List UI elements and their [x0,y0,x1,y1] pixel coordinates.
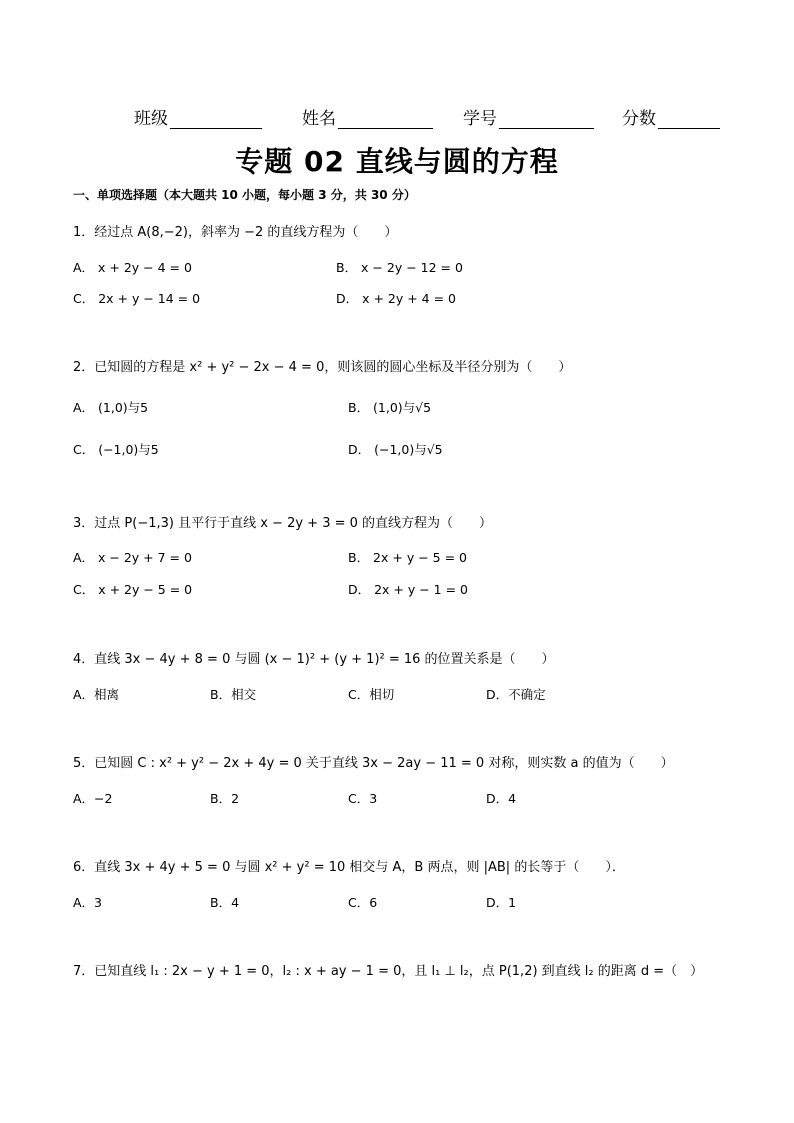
class-field [134,104,262,129]
question-6-option-d[interactable]: D．1 [486,895,517,910]
question-5-option-b[interactable]: B．2 [210,791,240,806]
question-1-stem: 1．经过点 A(8,−2)，斜率为 −2 的直线方程为（ ） [73,225,398,240]
question-6-option-c[interactable]: C．6 [348,895,378,910]
class-label: 班级 [134,109,168,129]
question-1-option-a[interactable]: A． x + 2y − 4 = 0 [73,260,192,275]
id-blank[interactable] [499,110,594,129]
question-3-option-a[interactable]: A． x − 2y + 7 = 0 [73,550,192,565]
question-7-stem: 7．已知直线 l₁ : 2x − y + 1 = 0，l₂ : x + ay − 1 = 0，且 l₁ ⊥ l₂，点 P(1,2) 到直线 l₂ 的距离 d =（ ） [73,964,704,979]
question-2-option-b[interactable]: B． (1,0)与√5 [348,400,432,415]
score-label: 分数 [622,109,656,129]
question-4-option-c[interactable]: C．相切 [348,687,395,702]
question-3-option-b[interactable]: B． 2x + y − 5 = 0 [348,550,467,565]
page-title: 专题 02 直线与圆的方程 [235,145,559,178]
question-2-stem: 2．已知圆的方程是 x² + y² − 2x − 4 = 0，则该圆的圆心坐标及半径分别为（ ） [73,360,572,375]
question-6-option-b[interactable]: B．4 [210,895,240,910]
question-5-option-a[interactable]: A．−2 [73,791,113,806]
question-4-option-b[interactable]: B．相交 [210,687,257,702]
id-label: 学号 [463,109,497,129]
question-3-stem: 3．过点 P(−1,3) 且平行于直线 x − 2y + 3 = 0 的直线方程为（ ） [73,516,493,531]
id-field [463,104,594,129]
name-label: 姓名 [302,109,336,129]
score-blank[interactable] [658,110,720,129]
class-blank[interactable] [170,110,262,129]
name-field [302,104,433,129]
question-4-option-d[interactable]: D．不确定 [486,687,546,702]
question-4-option-a[interactable]: A．相离 [73,687,120,702]
question-1-option-b[interactable]: B． x − 2y − 12 = 0 [336,260,463,275]
question-6-stem: 6．直线 3x + 4y + 5 = 0 与圆 x² + y² = 10 相交与 A，B 两点，则 |AB| 的长等于（ ）． [73,860,625,875]
question-5-option-c[interactable]: C．3 [348,791,378,806]
question-3-option-c[interactable]: C． x + 2y − 5 = 0 [73,582,193,597]
score-field [622,104,720,129]
question-1-option-d[interactable]: D． x + 2y + 4 = 0 [336,291,457,306]
question-5-option-d[interactable]: D．4 [486,791,517,806]
question-5-stem: 5．已知圆 C : x² + y² − 2x + 4y = 0 关于直线 3x − 2ay − 11 = 0 对称，则实数 a 的值为（ ） [73,756,674,771]
question-2-option-d[interactable]: D． (−1,0)与√5 [348,442,443,457]
question-2-option-a[interactable]: A． (1,0)与5 [73,400,149,415]
question-2-option-c[interactable]: C． (−1,0)与5 [73,442,159,457]
question-3-option-d[interactable]: D． 2x + y − 1 = 0 [348,582,469,597]
name-blank[interactable] [338,110,433,129]
question-6-option-a[interactable]: A．3 [73,895,103,910]
question-1-option-c[interactable]: C． 2x + y − 14 = 0 [73,291,201,306]
section-heading: 一、单项选择题（本大题共 10 小题，每小题 3 分，共 30 分） [73,188,416,202]
question-4-stem: 4．直线 3x − 4y + 8 = 0 与圆 (x − 1)² + (y + 1)² = 16 的位置关系是（ ） [73,652,555,667]
